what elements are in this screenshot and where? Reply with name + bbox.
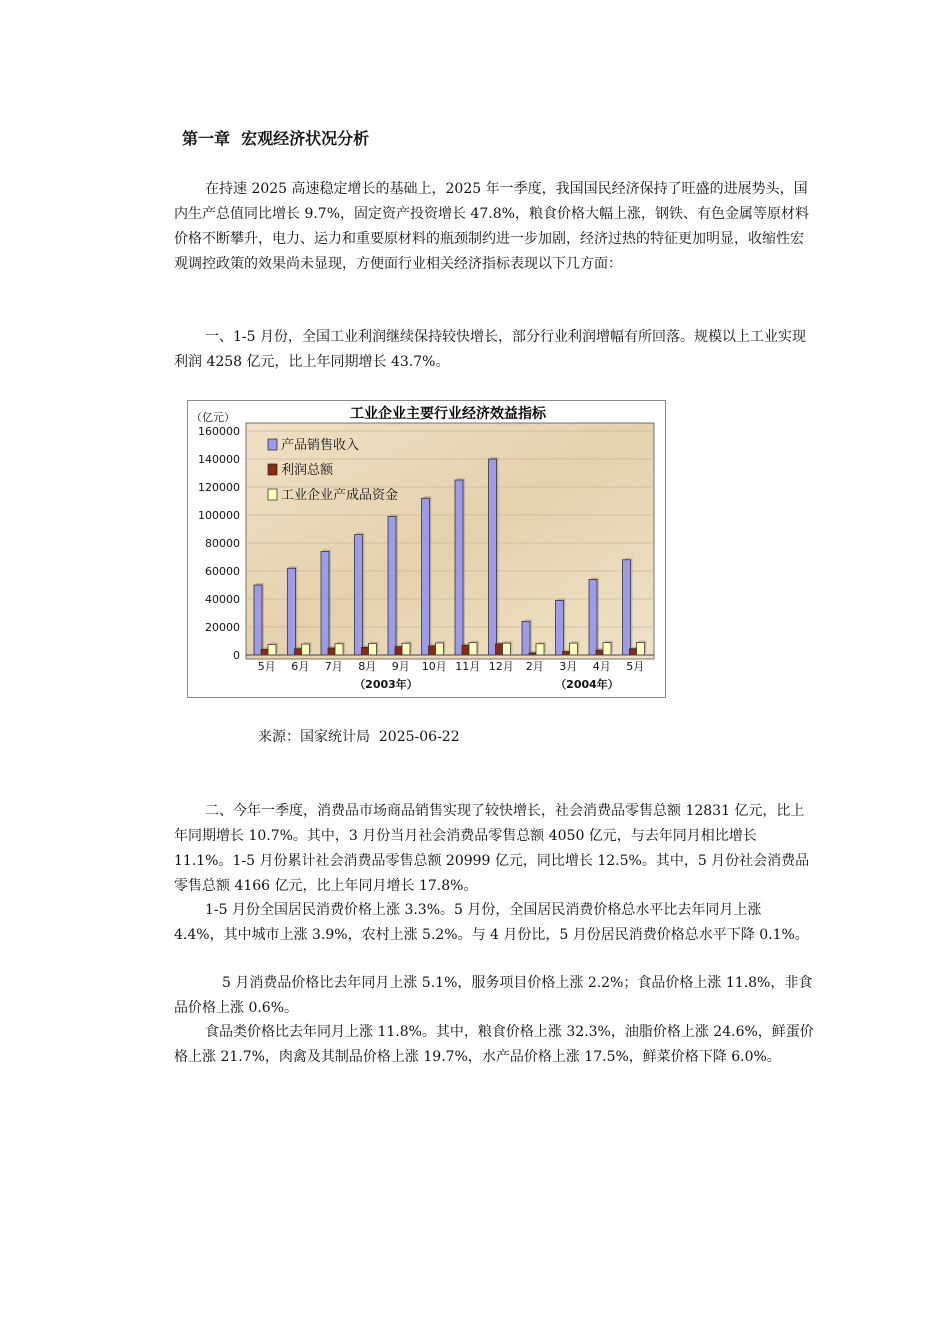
bar-0-0 <box>254 585 262 655</box>
chart-title: 工业企业主要行业经济效益指标 <box>350 406 546 422</box>
bar-2-4 <box>402 643 410 655</box>
paragraph-price-breakdown: 5 月消费品价格比去年同月上涨 5.1%，服务项目价格上涨 2.2%；食品价格上涨 11.8%，非食品价格上涨 0.6%。 <box>174 975 813 1016</box>
x-tick-label: 11月 <box>455 660 481 673</box>
x-tick-label: 9月 <box>391 660 410 673</box>
paragraph-consumer-market: 二、今年一季度，消费品市场商品销售实现了较快增长，社会消费品零售总额 12831 亿元，比上年同期增长 10.7%。其中，3 月份当月社会消费品零售总额 4050 亿元，与去年同月相比增长 11.1%。1-5 月份累计社会消费品零售总额 20999 亿元，同比增长 12.5%。其中，5 月份社会消费品零售总额 4166 亿元，比上年同月增长 17.8%。 <box>174 803 810 894</box>
y-tick-label: 80000 <box>205 537 240 550</box>
chapter-heading: 第一章 宏观经济状况分析 <box>182 129 370 148</box>
chart-unit-label: （亿元） <box>191 411 235 424</box>
legend-swatch <box>268 464 277 475</box>
bar-2-11 <box>637 642 645 655</box>
y-tick-label: 160000 <box>198 425 240 438</box>
y-tick-label: 100000 <box>198 509 240 522</box>
bar-2-6 <box>469 643 477 655</box>
bar-0-10 <box>589 579 597 655</box>
legend-label: 利润总额 <box>281 463 334 478</box>
bar-0-7 <box>489 459 497 655</box>
x-tick-label: 5月 <box>626 660 645 673</box>
paragraph-food-prices: 食品类价格比去年同月上涨 11.8%。其中，粮食价格上涨 32.3%，油脂价格上涨 24.6%，鲜蛋价格上涨 21.7%，肉禽及其制品价格上涨 19.7%，水产品价格上涨 17.5%，鲜菜价格下降 6.0%。 <box>174 1024 814 1065</box>
bar-0-11 <box>623 560 631 655</box>
paragraph-industrial-profit: 一、1-5 月份，全国工业利润继续保持较快增长，部分行业利润增幅有所回落。规模以上工业实现利润 4258 亿元，比上年同期增长 43.7%。 <box>174 329 806 370</box>
y-tick-label: 60000 <box>205 565 240 578</box>
x-tick-label: 7月 <box>324 660 343 673</box>
year-group-label: （2004年） <box>555 678 619 691</box>
chart-source: 来源：国家统计局 2025-06-22 <box>258 729 460 745</box>
paragraph-cpi: 1-5 月份全国居民消费价格上涨 3.3%。5 月份，全国居民消费价格总水平比去年同月上涨 4.4%，其中城市上涨 3.9%，农村上涨 5.2%。与 4 月份比，5 月份居民消费价格总水平下降 0.1%。 <box>174 902 809 943</box>
bar-2-10 <box>603 643 611 655</box>
y-tick-label: 120000 <box>198 481 240 494</box>
x-tick-label: 5月 <box>257 660 276 673</box>
legend-swatch <box>268 489 277 500</box>
x-tick-label: 4月 <box>592 660 611 673</box>
bar-0-2 <box>321 551 329 655</box>
bar-2-9 <box>570 643 578 655</box>
bar-2-1 <box>302 644 310 655</box>
bar-2-8 <box>536 644 544 655</box>
bar-0-4 <box>388 516 396 655</box>
year-group-label: （2003年） <box>354 678 418 691</box>
paragraph-overview: 在持速 2025 高速稳定增长的基础上，2025 年一季度，我国国民经济保持了旺盛的进展势头，国内生产总值同比增长 9.7%，固定资产投资增长 47.8%，粮食价格大幅上涨，钢铁、有色金属等原材料价格不断攀升，电力、运力和重要原材料的瓶颈制约进一步加剧，经济过热的特征更加明显，收缩性宏观调控政策的效果尚未显现，方便面行业相关经济指标表现以下几方面： <box>174 181 809 272</box>
chart-svg <box>188 401 665 697</box>
legend-swatch <box>268 439 277 450</box>
x-tick-label: 10月 <box>421 660 447 673</box>
y-tick-label: 140000 <box>198 453 240 466</box>
bar-0-5 <box>422 498 430 655</box>
x-tick-label: 8月 <box>358 660 377 673</box>
industry-benefit-chart <box>187 400 666 698</box>
bar-2-7 <box>503 643 511 655</box>
bar-0-8 <box>522 621 530 655</box>
x-tick-label: 12月 <box>488 660 514 673</box>
legend-label: 工业企业产成品资金 <box>281 488 399 503</box>
bar-0-9 <box>556 600 564 655</box>
y-tick-label: 40000 <box>205 593 240 606</box>
bar-0-3 <box>355 535 363 655</box>
bar-0-1 <box>288 568 296 655</box>
x-tick-label: 6月 <box>291 660 310 673</box>
x-tick-label: 2月 <box>525 660 544 673</box>
bar-2-3 <box>369 644 377 655</box>
y-tick-label: 0 <box>233 649 240 662</box>
bar-2-0 <box>268 645 276 656</box>
bar-0-6 <box>455 480 463 655</box>
bar-2-5 <box>436 643 444 655</box>
bar-2-2 <box>335 644 343 655</box>
legend-label: 产品销售收入 <box>281 438 360 453</box>
x-tick-label: 3月 <box>559 660 578 673</box>
y-tick-label: 20000 <box>205 621 240 634</box>
